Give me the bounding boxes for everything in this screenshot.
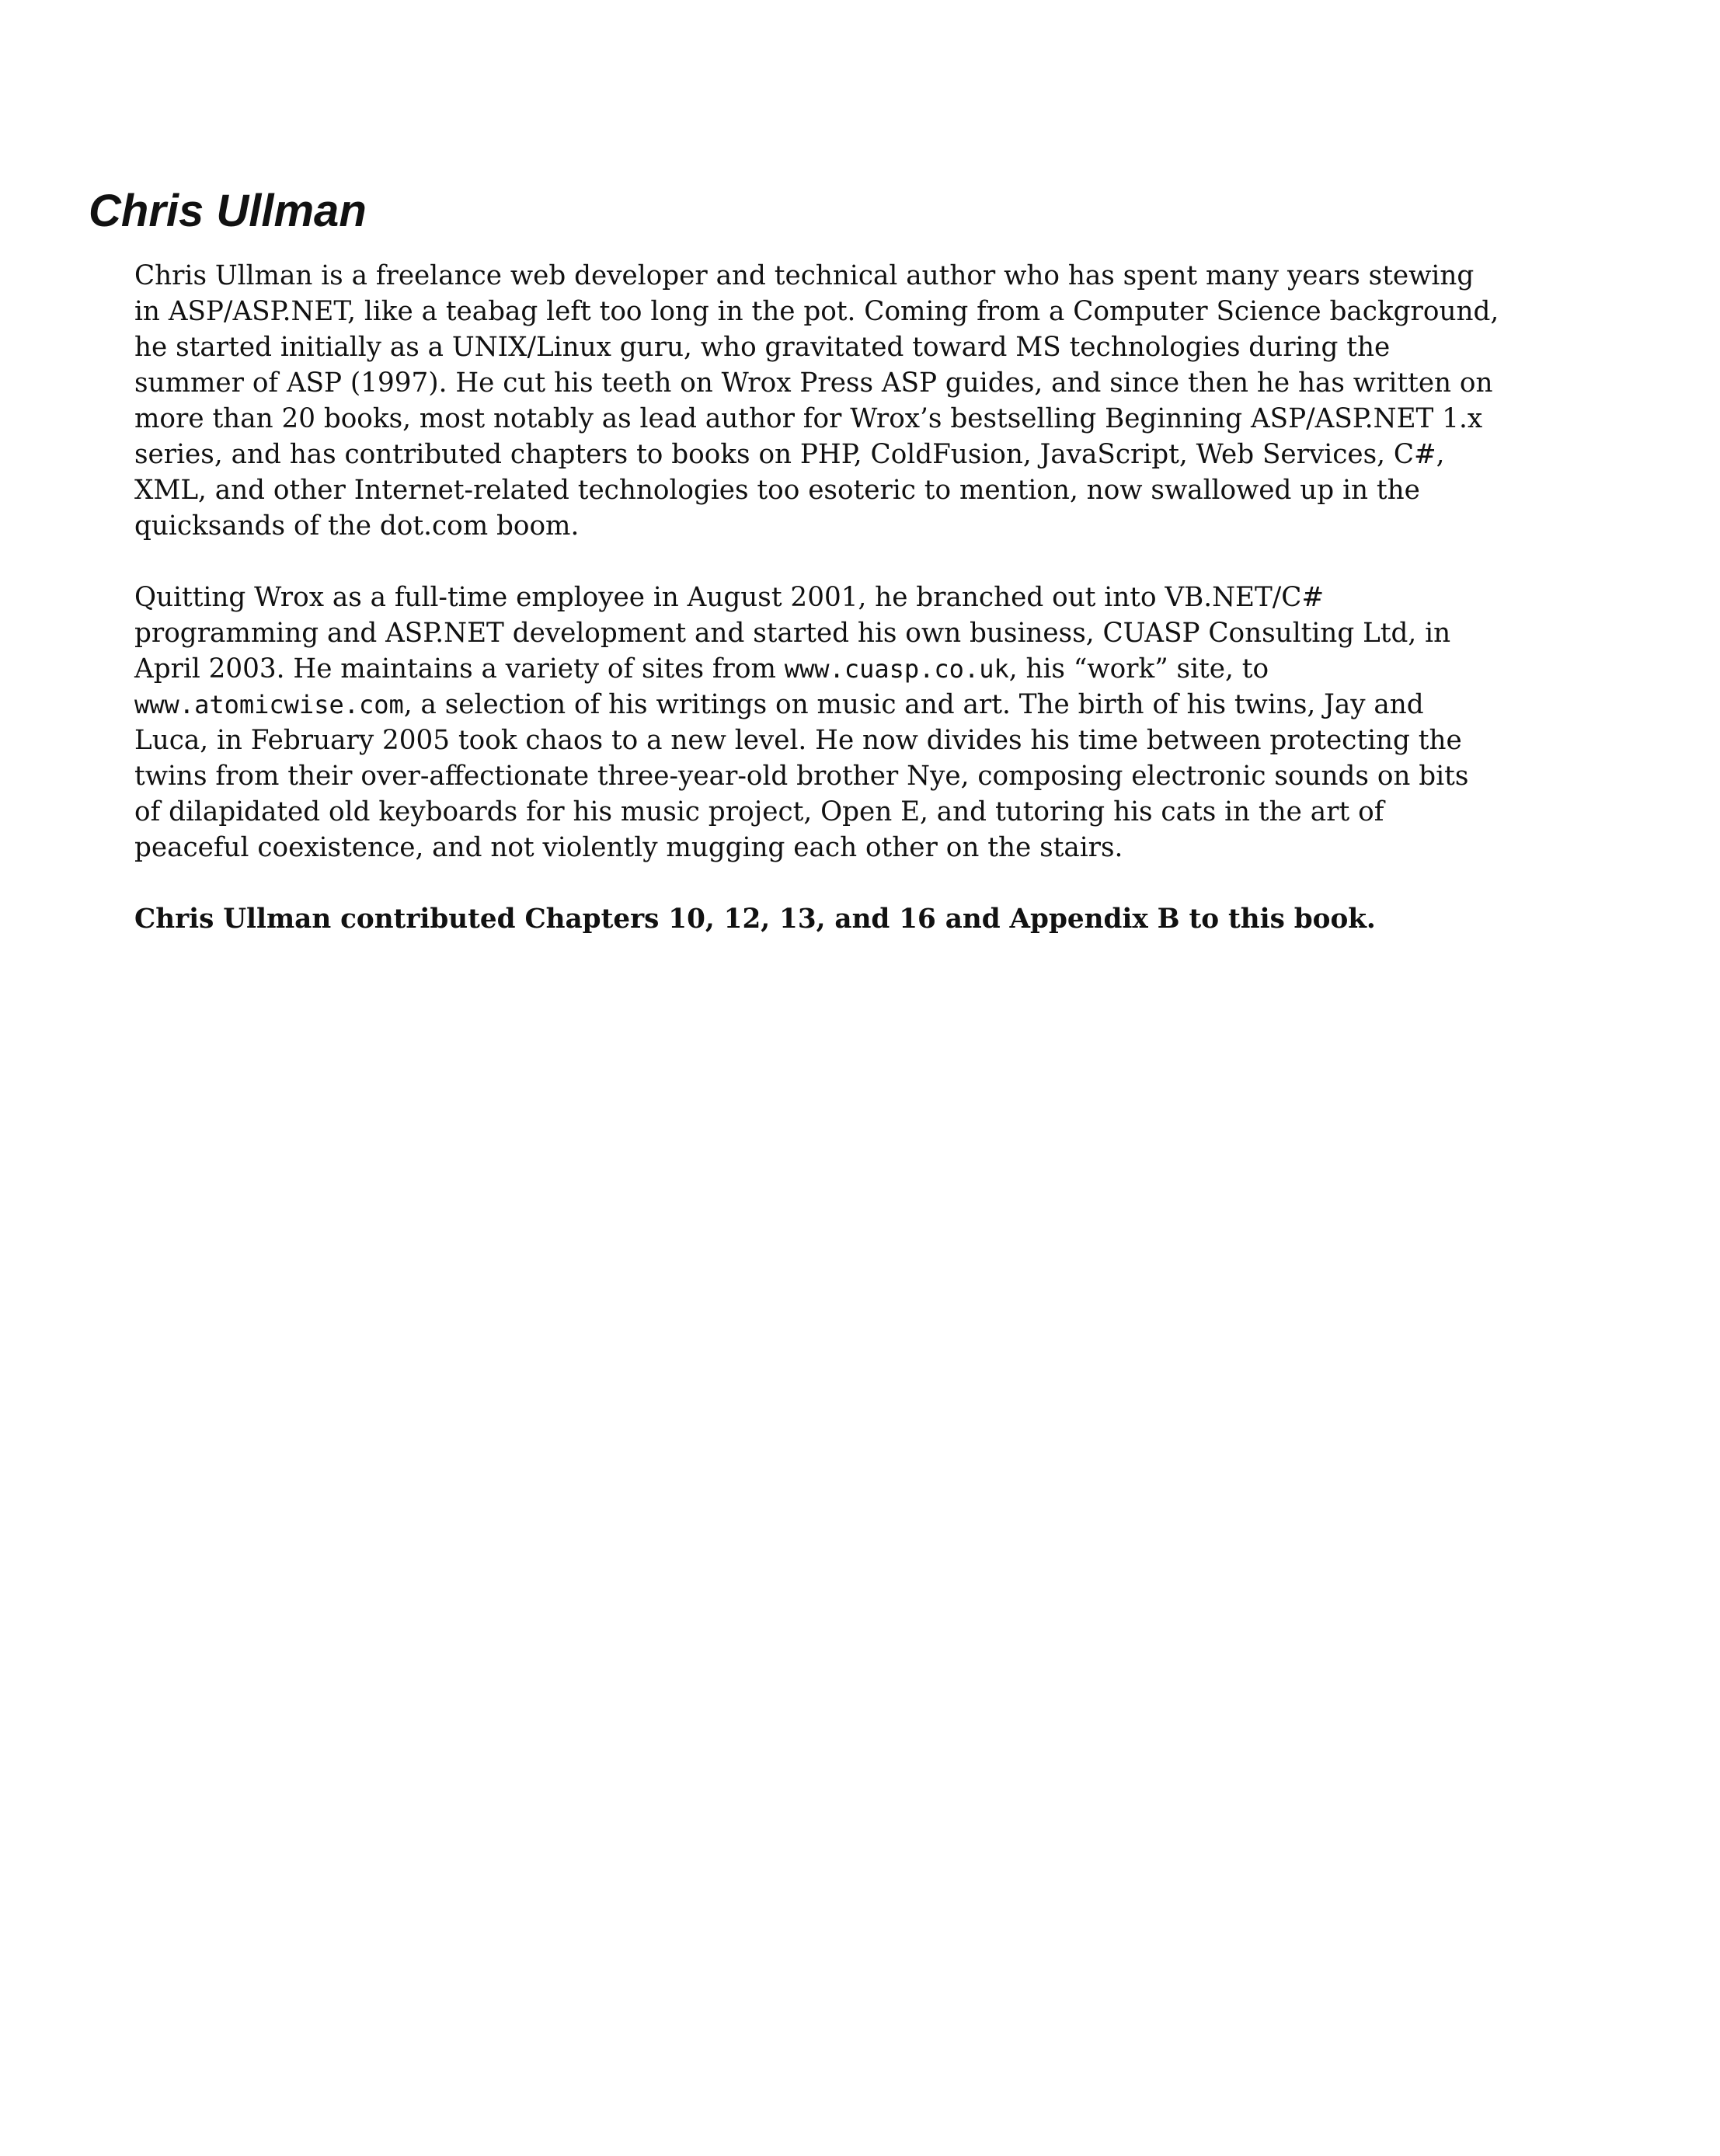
bio-paragraph-2-text-3: , a selection of his writings on music and art. The birth of his twins, Jay and Luca, in February 2005 took chaos to a new level. He now divides his time between protecting the twins from their over-affectionate three-year-old brother Nye, composing electronic sounds on bits of dilapidated old keyboards for his music project, Open E, and tutoring his cats in the art of peaceful coexistence, and not violently mugging each other on the stairs. <box>134 689 1469 863</box>
bio-paragraph-2-text-2: , his “work” site, to <box>1008 653 1269 684</box>
bio-paragraph-2 <box>134 580 1502 866</box>
bio-paragraph-2-text-1: Quitting Wrox as a full-time employee in August 2001, he branched out into VB.NET/C# programming and ASP.NET development and started his own business, CUASP Consulting Ltd, in April 2003. He maintains a variety of sites from <box>134 582 1451 684</box>
cuasp-url: www.cuasp.co.uk <box>784 654 1009 684</box>
author-heading: Chris Ullman <box>89 186 367 236</box>
bio-text <box>134 258 1502 973</box>
bio-paragraph-1: Chris Ullman is a freelance web developer and technical author who has spent many years stewing in ASP/ASP.NET, like a teabag left too long in the pot. Coming from a Computer Science background, he started initially as a UNIX/Linux guru, who gravitated toward MS technologies during the summer of ASP (1997). He cut his teeth on Wrox Press ASP guides, and since then he has written on more than 20 books, most notably as lead author for Wrox’s bestselling Beginning ASP/ASP.NET 1.x series, and has contributed chapters to books on PHP, ColdFusion, JavaScript, Web Services, C#, XML, and other Internet-related technologies too esoteric to mention, now swallowed up in the quicksands of the dot.com boom. <box>134 260 1499 542</box>
contribution-note: Chris Ullman contributed Chapters 10, 12, 13, and 16 and Appendix B to this book. <box>134 904 1376 935</box>
atomicwise-url: www.atomicwise.com <box>134 690 404 719</box>
